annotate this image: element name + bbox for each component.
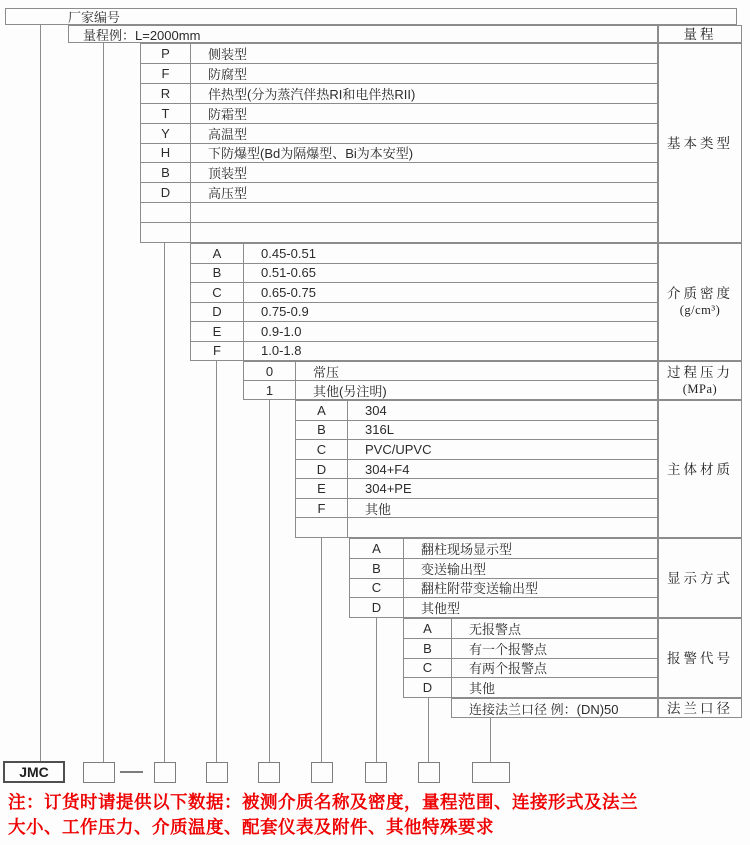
model-prefix-box: JMC	[3, 761, 65, 783]
desc-cell: 304+PE	[365, 481, 412, 497]
category-label-process-pressure: 过程压力 (MPa)	[658, 361, 742, 400]
category-label-body-material: 主体材质	[658, 400, 742, 538]
table-row	[141, 83, 657, 103]
code-cell: E	[191, 322, 244, 341]
desc-cell: 翻柱现场显示型	[421, 541, 513, 557]
model-code-box-density	[206, 762, 228, 783]
range-example-label: 量程例：L=2000mm	[83, 27, 201, 43]
desc-cell: 高温型	[208, 126, 248, 142]
table-row	[141, 182, 657, 202]
code-cell: A	[350, 539, 404, 558]
leader-line-flange	[490, 718, 491, 762]
ordering-note-line-1: 注：订货时请提供以下数据：被测介质名称及密度，量程范围、连接形式及法兰	[8, 792, 638, 812]
table-row	[191, 321, 657, 341]
table-row	[350, 578, 657, 598]
ordering-note	[8, 790, 746, 840]
flange-diameter-row	[451, 698, 658, 718]
desc-cell: 1.0-1.8	[261, 343, 302, 359]
leader-line-range	[103, 43, 104, 762]
code-cell: T	[141, 104, 191, 123]
body-material-table	[295, 400, 658, 538]
category-label-display-mode: 显示方式	[658, 538, 742, 618]
desc-cell: 翻柱附带变送输出型	[421, 581, 539, 597]
desc-cell: 其他(另注明)	[313, 383, 387, 399]
desc-cell: 其他	[365, 501, 392, 517]
leader-line-density	[216, 361, 217, 762]
desc-cell: 有一个报警点	[469, 641, 548, 657]
table-row	[141, 44, 657, 63]
category-label-basic-type: 基本类型	[658, 43, 742, 243]
table-row	[296, 401, 657, 420]
code-cell: D	[141, 183, 191, 202]
leader-line-pressure	[269, 400, 270, 762]
code-cell: F	[191, 342, 244, 361]
code-cell: A	[191, 244, 244, 263]
leader-line-alarm	[428, 698, 429, 762]
table-row-empty	[296, 517, 657, 537]
leader-line-display	[376, 618, 377, 762]
category-label-alarm-code: 报警代号	[658, 618, 742, 698]
code-cell: D	[296, 460, 348, 479]
table-row	[191, 263, 657, 283]
code-cell: 0	[244, 362, 296, 380]
table-row	[191, 302, 657, 322]
desc-cell: 防腐型	[208, 66, 248, 82]
table-row	[404, 619, 657, 638]
desc-cell: 顶装型	[208, 166, 248, 182]
code-cell: H	[141, 144, 191, 163]
desc-cell: 高压型	[208, 186, 248, 202]
display-mode-table	[349, 538, 658, 618]
code-cell	[296, 518, 348, 537]
table-row	[244, 362, 657, 380]
category-label-medium-density: 介质密度 (g/cm³)	[658, 243, 742, 361]
desc-cell: 有两个报警点	[469, 661, 548, 677]
code-cell: C	[404, 659, 452, 678]
table-row	[141, 123, 657, 143]
model-code-box-basic-type	[154, 762, 176, 783]
desc-cell: PVC/UPVC	[365, 441, 432, 457]
desc-cell: 无报警点	[469, 621, 522, 637]
desc-cell: 侧装型	[208, 46, 248, 62]
code-cell: C	[191, 283, 244, 302]
leader-line-basic-type	[164, 243, 165, 762]
code-cell: B	[141, 163, 191, 182]
desc-cell: 0.51-0.65	[261, 265, 316, 281]
table-row	[350, 539, 657, 558]
flange-diameter-text: 连接法兰口径 例：(DN)50	[469, 701, 619, 717]
desc-cell: 伴热型(分为蒸汽伴热RI和电伴热RII)	[208, 86, 416, 102]
leader-line-material	[321, 538, 322, 762]
desc-cell: 常压	[313, 364, 340, 380]
manufacturer-code-label: 厂家编号	[68, 10, 121, 25]
table-row	[141, 143, 657, 163]
code-cell: A	[296, 401, 348, 420]
code-cell: C	[296, 440, 348, 459]
code-cell: E	[296, 479, 348, 498]
desc-cell: 其他型	[421, 601, 461, 617]
table-row	[191, 282, 657, 302]
code-cell: Y	[141, 124, 191, 143]
code-cell: B	[350, 559, 404, 578]
model-code-box-range	[83, 762, 115, 783]
basic-type-table	[140, 43, 658, 243]
desc-cell	[348, 518, 657, 537]
alarm-code-table	[403, 618, 658, 698]
medium-density-table	[190, 243, 658, 361]
model-code-box-material	[311, 762, 333, 783]
code-cell: F	[141, 64, 191, 83]
code-cell: D	[191, 303, 244, 322]
model-code-box-display	[365, 762, 387, 783]
model-code-box-flange	[472, 762, 510, 783]
desc-cell: 其他	[469, 681, 496, 697]
desc-cell: 0.65-0.75	[261, 284, 316, 300]
desc-cell	[191, 203, 657, 222]
desc-cell: 316L	[365, 422, 394, 438]
ordering-note-line-2: 大小、工作压力、介质温度、配套仪表及附件、其他特殊要求	[8, 817, 494, 837]
desc-cell: 304+F4	[365, 461, 410, 477]
desc-cell: 304	[365, 402, 387, 418]
code-cell: D	[404, 678, 452, 697]
code-cell	[141, 203, 191, 222]
leader-line-manufacturer	[40, 25, 41, 762]
desc-cell: 下防爆型(Bd为隔爆型、Bi为本安型)	[208, 146, 414, 162]
table-row	[404, 638, 657, 658]
table-row	[244, 380, 657, 399]
desc-cell: 0.75-0.9	[261, 304, 309, 320]
table-row	[296, 439, 657, 459]
table-row	[141, 63, 657, 83]
manufacturer-code-row	[5, 8, 737, 25]
range-example-row	[68, 25, 658, 43]
desc-cell: 防霜型	[208, 106, 248, 122]
code-cell: R	[141, 84, 191, 103]
code-cell	[141, 223, 191, 242]
table-row	[296, 498, 657, 518]
model-code-dash	[120, 771, 143, 773]
table-row	[296, 478, 657, 498]
desc-cell: 0.45-0.51	[261, 245, 316, 261]
code-cell: B	[404, 639, 452, 658]
code-cell: D	[350, 598, 404, 617]
category-label-range: 量程	[658, 25, 742, 43]
process-pressure-table	[243, 361, 658, 400]
table-row	[404, 677, 657, 697]
code-cell: F	[296, 499, 348, 518]
table-row	[350, 558, 657, 578]
desc-cell: 变送输出型	[421, 561, 487, 577]
code-cell: 1	[244, 381, 296, 399]
desc-cell: 0.9-1.0	[261, 323, 302, 339]
table-row	[350, 597, 657, 617]
code-cell: C	[350, 579, 404, 598]
table-row	[296, 459, 657, 479]
category-label-flange-size: 法兰口径	[658, 698, 742, 718]
table-row	[404, 658, 657, 678]
table-row	[141, 162, 657, 182]
table-row-empty	[141, 222, 657, 242]
table-row	[296, 420, 657, 440]
model-code-box-alarm	[418, 762, 440, 783]
desc-cell	[191, 223, 657, 242]
table-row	[141, 103, 657, 123]
code-cell: P	[141, 44, 191, 63]
model-code-box-pressure	[258, 762, 280, 783]
code-cell: B	[191, 264, 244, 283]
table-row	[191, 341, 657, 361]
code-cell: A	[404, 619, 452, 638]
code-cell: B	[296, 421, 348, 440]
table-row-empty	[141, 202, 657, 222]
table-row	[191, 244, 657, 263]
